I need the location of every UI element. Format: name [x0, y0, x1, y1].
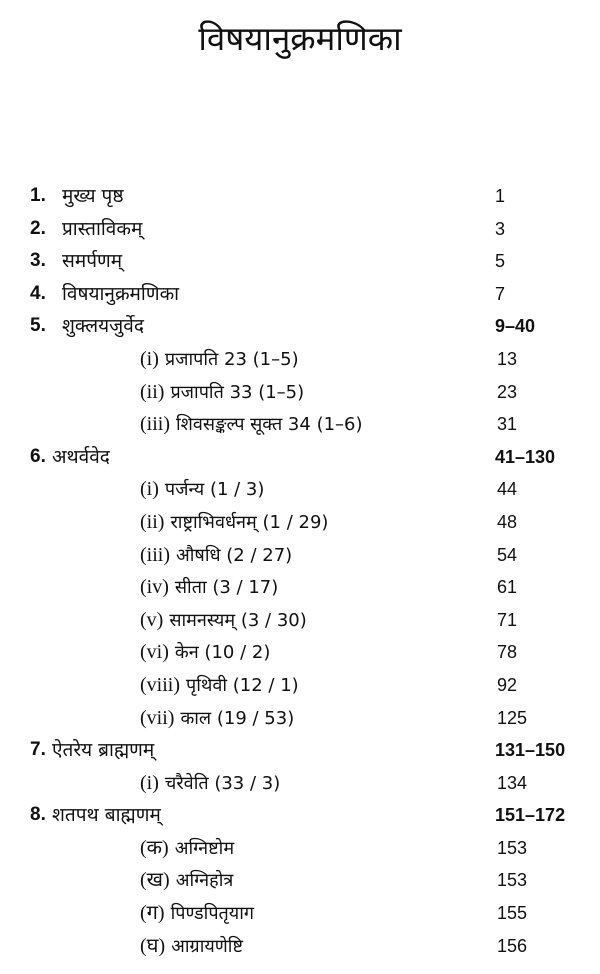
subentry-title: काल (19 / 53) [180, 707, 295, 729]
toc-subentry [0, 473, 600, 506]
toc-subentry [0, 832, 600, 865]
entry-title: समर्पणम् [62, 250, 123, 273]
subentry-marker: (v) [140, 608, 164, 631]
subentry-title: अग्निष्टोम [174, 837, 235, 859]
toc-entry [0, 245, 600, 278]
toc-entry [0, 799, 600, 832]
toc-subentry [0, 408, 600, 441]
toc-entry [0, 734, 600, 767]
subentry-wrapper [140, 408, 363, 442]
page-number: 54 [497, 544, 518, 565]
subentry-marker: (vi) [140, 641, 169, 664]
page-number: 31 [497, 414, 518, 435]
subentry-title: औषधि (2 / 27) [176, 544, 293, 566]
subentry-wrapper [140, 930, 243, 964]
subentry-marker: (i) [140, 771, 159, 794]
subentry-title: पिण्डपितृयाग [170, 903, 255, 925]
toc-entry [0, 310, 600, 343]
subentry-wrapper [140, 376, 304, 410]
entry-title: शुक्लयजुर्वेद [62, 315, 144, 338]
page-number: 155 [497, 903, 528, 924]
table-of-contents [0, 180, 600, 962]
page-number: 48 [497, 511, 518, 532]
subentry-title: पृथिवी (12 / 1) [186, 674, 299, 696]
toc-subentry [0, 604, 600, 637]
page-number: 41–130 [495, 446, 556, 467]
page-number: 71 [497, 609, 518, 630]
page-number: 78 [497, 642, 518, 663]
subentry-wrapper [140, 636, 270, 670]
toc-subentry [0, 636, 600, 669]
toc-entry [0, 180, 600, 213]
entry-title: शतपथ बाह्मणम् [52, 804, 161, 827]
page-number: 3 [495, 218, 506, 239]
subentry-marker: (क) [140, 836, 169, 859]
page-number: 92 [497, 674, 518, 695]
toc-subentry [0, 506, 600, 539]
page-number: 151–172 [495, 805, 566, 826]
entry-title: मुख्य पृष्ठ [62, 185, 124, 207]
entry-title: ऐतरेय ब्राह्मणम् [52, 739, 155, 762]
entry-number: 3. [30, 250, 46, 272]
page-title: विषयानुक्रमणिका [198, 19, 402, 58]
toc-entry [0, 278, 600, 311]
page-number: 23 [497, 381, 518, 402]
entry-number: 4. [30, 282, 46, 304]
subentry-wrapper [140, 571, 278, 605]
toc-subentry [0, 539, 600, 572]
subentry-wrapper [140, 604, 307, 638]
subentry-wrapper [140, 539, 292, 573]
toc-entry [0, 213, 600, 246]
page-number: 13 [497, 348, 518, 369]
subentry-title: प्रजापति 23 (1–5) [164, 348, 299, 370]
subentry-marker: (ख) [140, 869, 170, 892]
subentry-marker: (iii) [140, 413, 170, 436]
subentry-title: पर्जन्य (1 / 3) [164, 479, 265, 501]
page-number: 125 [497, 707, 528, 728]
subentry-title: चरैवेति (33 / 3) [164, 772, 281, 794]
toc-subentry [0, 702, 600, 735]
toc-subentry [0, 376, 600, 409]
page-number: 156 [497, 935, 528, 956]
page-number: 61 [497, 577, 518, 598]
subentry-marker: (iv) [140, 576, 169, 599]
page-number: 134 [497, 772, 528, 793]
subentry-marker: (घ) [140, 934, 166, 957]
subentry-title: राष्ट्राभिवर्धनम् (1 / 29) [170, 511, 329, 533]
toc-subentry [0, 343, 600, 376]
entry-title: प्रास्ताविकम् [62, 217, 143, 240]
toc-entry [0, 441, 600, 474]
subentry-wrapper [140, 506, 328, 540]
subentry-marker: (ग) [140, 902, 165, 925]
entry-title: विषयानुक्रमणिका [62, 282, 180, 305]
subentry-marker: (ii) [140, 510, 165, 533]
subentry-wrapper [140, 669, 299, 703]
page-number: 9–40 [495, 316, 536, 337]
page-number: 5 [495, 251, 506, 272]
subentry-marker: (iii) [140, 543, 170, 566]
subentry-wrapper [140, 473, 264, 507]
subentry-wrapper [140, 832, 234, 866]
page-number: 1 [495, 186, 506, 206]
subentry-title: सीता (3 / 17) [174, 577, 279, 599]
toc-subentry [0, 767, 600, 800]
entry-number: 1. [30, 185, 46, 206]
subentry-wrapper [140, 897, 254, 931]
entry-number: 6. [30, 445, 46, 467]
page-number: 44 [497, 479, 518, 500]
subentry-title: केन (10 / 2) [174, 642, 271, 664]
page-number: 153 [497, 837, 528, 858]
subentry-marker: (ii) [140, 380, 165, 403]
subentry-title: अग्निहोत्र [175, 870, 234, 892]
subentry-marker: (i) [140, 347, 159, 370]
toc-subentry [0, 897, 600, 930]
entry-number: 7. [30, 739, 46, 761]
subentry-marker: (viii) [140, 673, 180, 696]
entry-number: 5. [30, 315, 46, 337]
subentry-marker: (i) [140, 478, 159, 501]
subentry-marker: (vii) [140, 706, 175, 729]
subentry-wrapper [140, 702, 294, 736]
toc-subentry [0, 930, 600, 963]
toc-subentry [0, 864, 600, 897]
entry-number: 2. [30, 217, 46, 239]
entry-title: अथर्ववेद [52, 445, 110, 468]
toc-subentry [0, 669, 600, 702]
page-number: 7 [495, 283, 506, 304]
toc-subentry [0, 571, 600, 604]
subentry-title: आग्रायणेष्टि [171, 935, 243, 957]
subentry-wrapper [140, 864, 233, 898]
subentry-title: प्रजापति 33 (1–5) [170, 381, 305, 403]
subentry-wrapper [140, 343, 299, 377]
subentry-wrapper [140, 767, 280, 801]
page-number: 153 [497, 870, 528, 891]
subentry-title: सामनस्यम् (3 / 30) [169, 609, 307, 631]
entry-number: 8. [30, 804, 46, 826]
page-number: 131–150 [495, 740, 566, 761]
subentry-title: शिवसङ्कल्प सूक्त 34 (1–6) [176, 414, 363, 436]
